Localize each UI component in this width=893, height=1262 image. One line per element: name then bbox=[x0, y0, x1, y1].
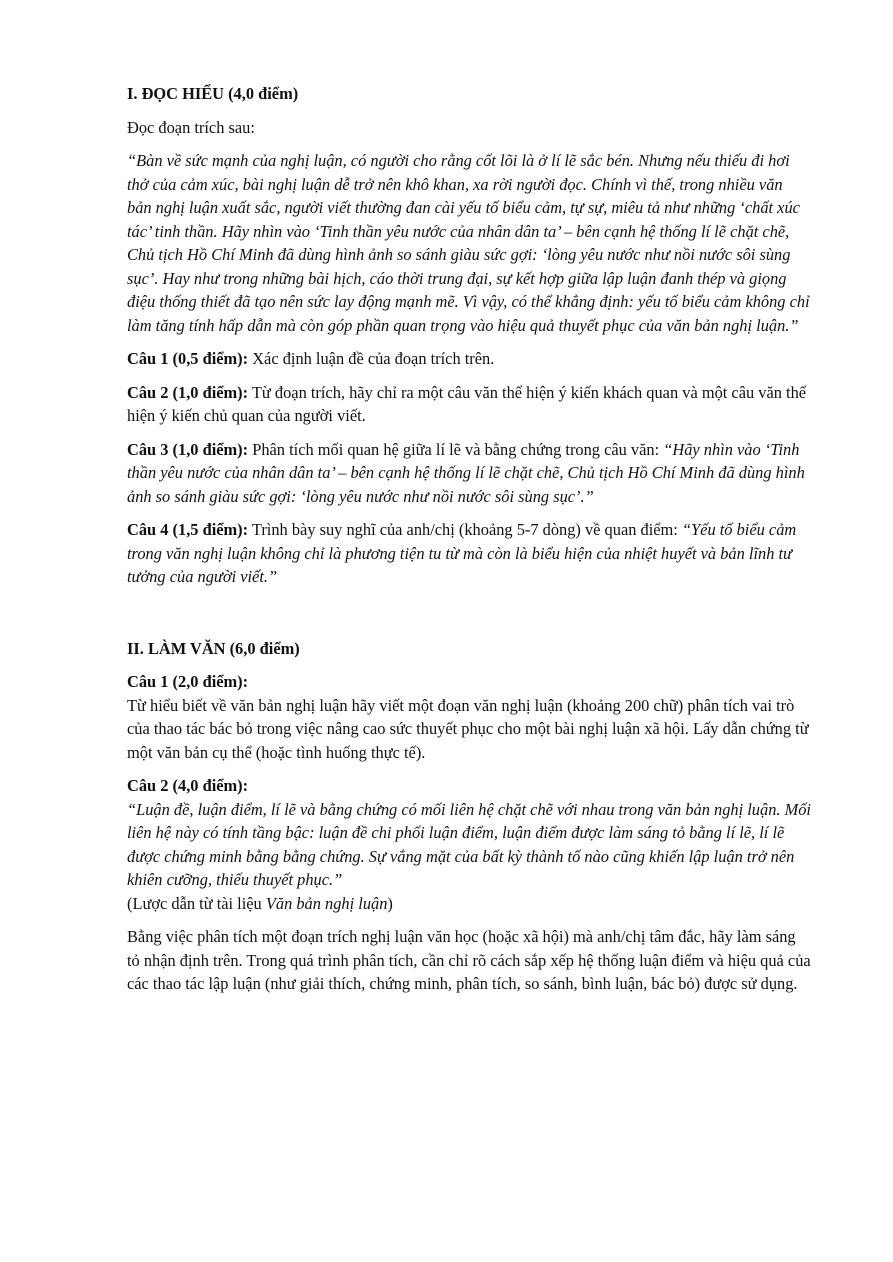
quote-source bbox=[127, 892, 811, 916]
question-label: Câu 4 (1,5 điểm): bbox=[127, 520, 249, 539]
question-label: Câu 2 (1,0 điểm): bbox=[127, 382, 249, 402]
source-title: Văn bản nghị luận bbox=[265, 893, 388, 913]
writing-question-1 bbox=[127, 670, 811, 764]
question-task: Bằng việc phân tích một đoạn trích nghị luận văn học (hoặc xã hội) mà anh/chị tâm đắc, hãy làm sáng tỏ nhận định trên. Trong quá trình phân tích, cần chỉ rõ cách sắp xếp hệ thống luận điểm và hiệu quả của các thao tác lập luận (như giải thích, chứng minh, phân tích, so sánh, bình luận, bác bỏ) được sử dụng. bbox=[127, 927, 811, 993]
reading-question-1 bbox=[127, 347, 811, 371]
reading-question-2 bbox=[127, 381, 811, 428]
question-quote: “Luận đề, luận điểm, lí lẽ và bằng chứng có mối liên hệ chặt chẽ với nhau trong văn bản nghị luận. Mối liên hệ này có tính tầng bậc: luận đề chi phối luận điểm, luận điểm được làm sáng tỏ bằng lí lẽ, lí lẽ được chứng minh bằng bằng chứng. Sự vắng mặt của bất kỳ thành tố nào cũng khiến lập luận trở nên khiên cưỡng, thiếu thuyết phục.” bbox=[127, 799, 811, 889]
reading-question-3 bbox=[127, 438, 811, 509]
writing-question-2 bbox=[127, 774, 811, 996]
question-label: Câu 1 (0,5 điểm): bbox=[127, 349, 249, 368]
question-label: Câu 2 (4,0 điểm): bbox=[127, 776, 249, 795]
question-text: Phân tích mối quan hệ giữa lí lẽ và bằng chứng trong câu văn: bbox=[248, 439, 664, 459]
reading-passage: “Bàn về sức mạnh của nghị luận, có người cho rằng cốt lõi là ở lí lẽ sắc bén. Nhưng nếu thiếu đi hơi thở của cảm xúc, bài nghị luận dễ trở nên khô khan, xa rời người đọc. Chính vì thế, trong nhiều văn bản nghị luận xuất sắc, người viết thường đan cài yếu tố biểu cảm, tự sự, miêu tả như những ‘chất xúc tác’ tinh thần. Hãy nhìn vào ‘Tinh thần yêu nước của nhân dân ta’ – bên cạnh hệ thống lí lẽ chặt chẽ, Chủ tịch Hồ Chí Minh đã dùng hình ảnh so sánh giàu sức gợi: ‘lòng yêu nước như nồi nước sôi sùng sục’. Hay như trong những bài hịch, cáo thời trung đại, sự kết hợp giữa lập luận đanh thép và giọng điệu thống thiết đã tạo nên sức lay động mạnh mẽ. Vì vậy, có thể khẳng định: yếu tố biểu cảm không chỉ làm tăng tính hấp dẫn mà còn góp phần quan trọng vào hiệu quả thuyết phục của văn bản nghị luận.” bbox=[127, 151, 810, 335]
question-text: Từ hiểu biết về văn bản nghị luận hãy viết một đoạn văn nghị luận (khoảng 200 chữ) phân tích vai trò của thao tác bác bỏ trong việc nâng cao sức thuyết phục cho một bài nghị luận xã hội. Lấy dẫn chứng từ một văn bản cụ thể (hoặc tình huống thực tế). bbox=[127, 695, 809, 762]
question-quote: “Yếu tố biểu cảm trong văn nghị luận không chỉ là phương tiện tu từ mà còn là biểu hiện của nhiệt huyết và bản lĩnh tư tưởng của người viết.” bbox=[127, 520, 797, 586]
section-2-heading: II. LÀM VĂN (6,0 điểm) bbox=[127, 638, 300, 658]
reading-question-4 bbox=[127, 518, 811, 589]
question-text: Từ đoạn trích, hãy chỉ ra một câu văn thể hiện ý kiến khách quan và một câu văn thể hiện ý kiến chủ quan của người viết. bbox=[127, 382, 807, 425]
source-prefix: (Lược dẫn từ tài liệu bbox=[127, 893, 266, 913]
question-text: Trình bày suy nghĩ của anh/chị (khoảng 5-7 dòng) về quan điểm: bbox=[248, 520, 682, 539]
question-text: Xác định luận đề của đoạn trích trên. bbox=[248, 349, 495, 368]
section-1-heading: I. ĐỌC HIỂU (4,0 điểm) bbox=[127, 84, 299, 103]
reading-intro: Đọc đoạn trích sau: bbox=[127, 117, 255, 137]
question-label: Câu 1 (2,0 điểm): bbox=[127, 672, 249, 691]
source-suffix: ) bbox=[387, 893, 393, 913]
question-quote: “Hãy nhìn vào ‘Tinh thần yêu nước của nhân dân ta’ – bên cạnh hệ thống lí lẽ chặt chẽ, Chủ tịch Hồ Chí Minh đã dùng hình ảnh so sánh giàu sức gợi: ‘lòng yêu nước như nồi nước sôi sùng sục’.” bbox=[127, 439, 805, 506]
exam-page bbox=[127, 82, 811, 996]
question-label: Câu 3 (1,0 điểm): bbox=[127, 439, 249, 459]
